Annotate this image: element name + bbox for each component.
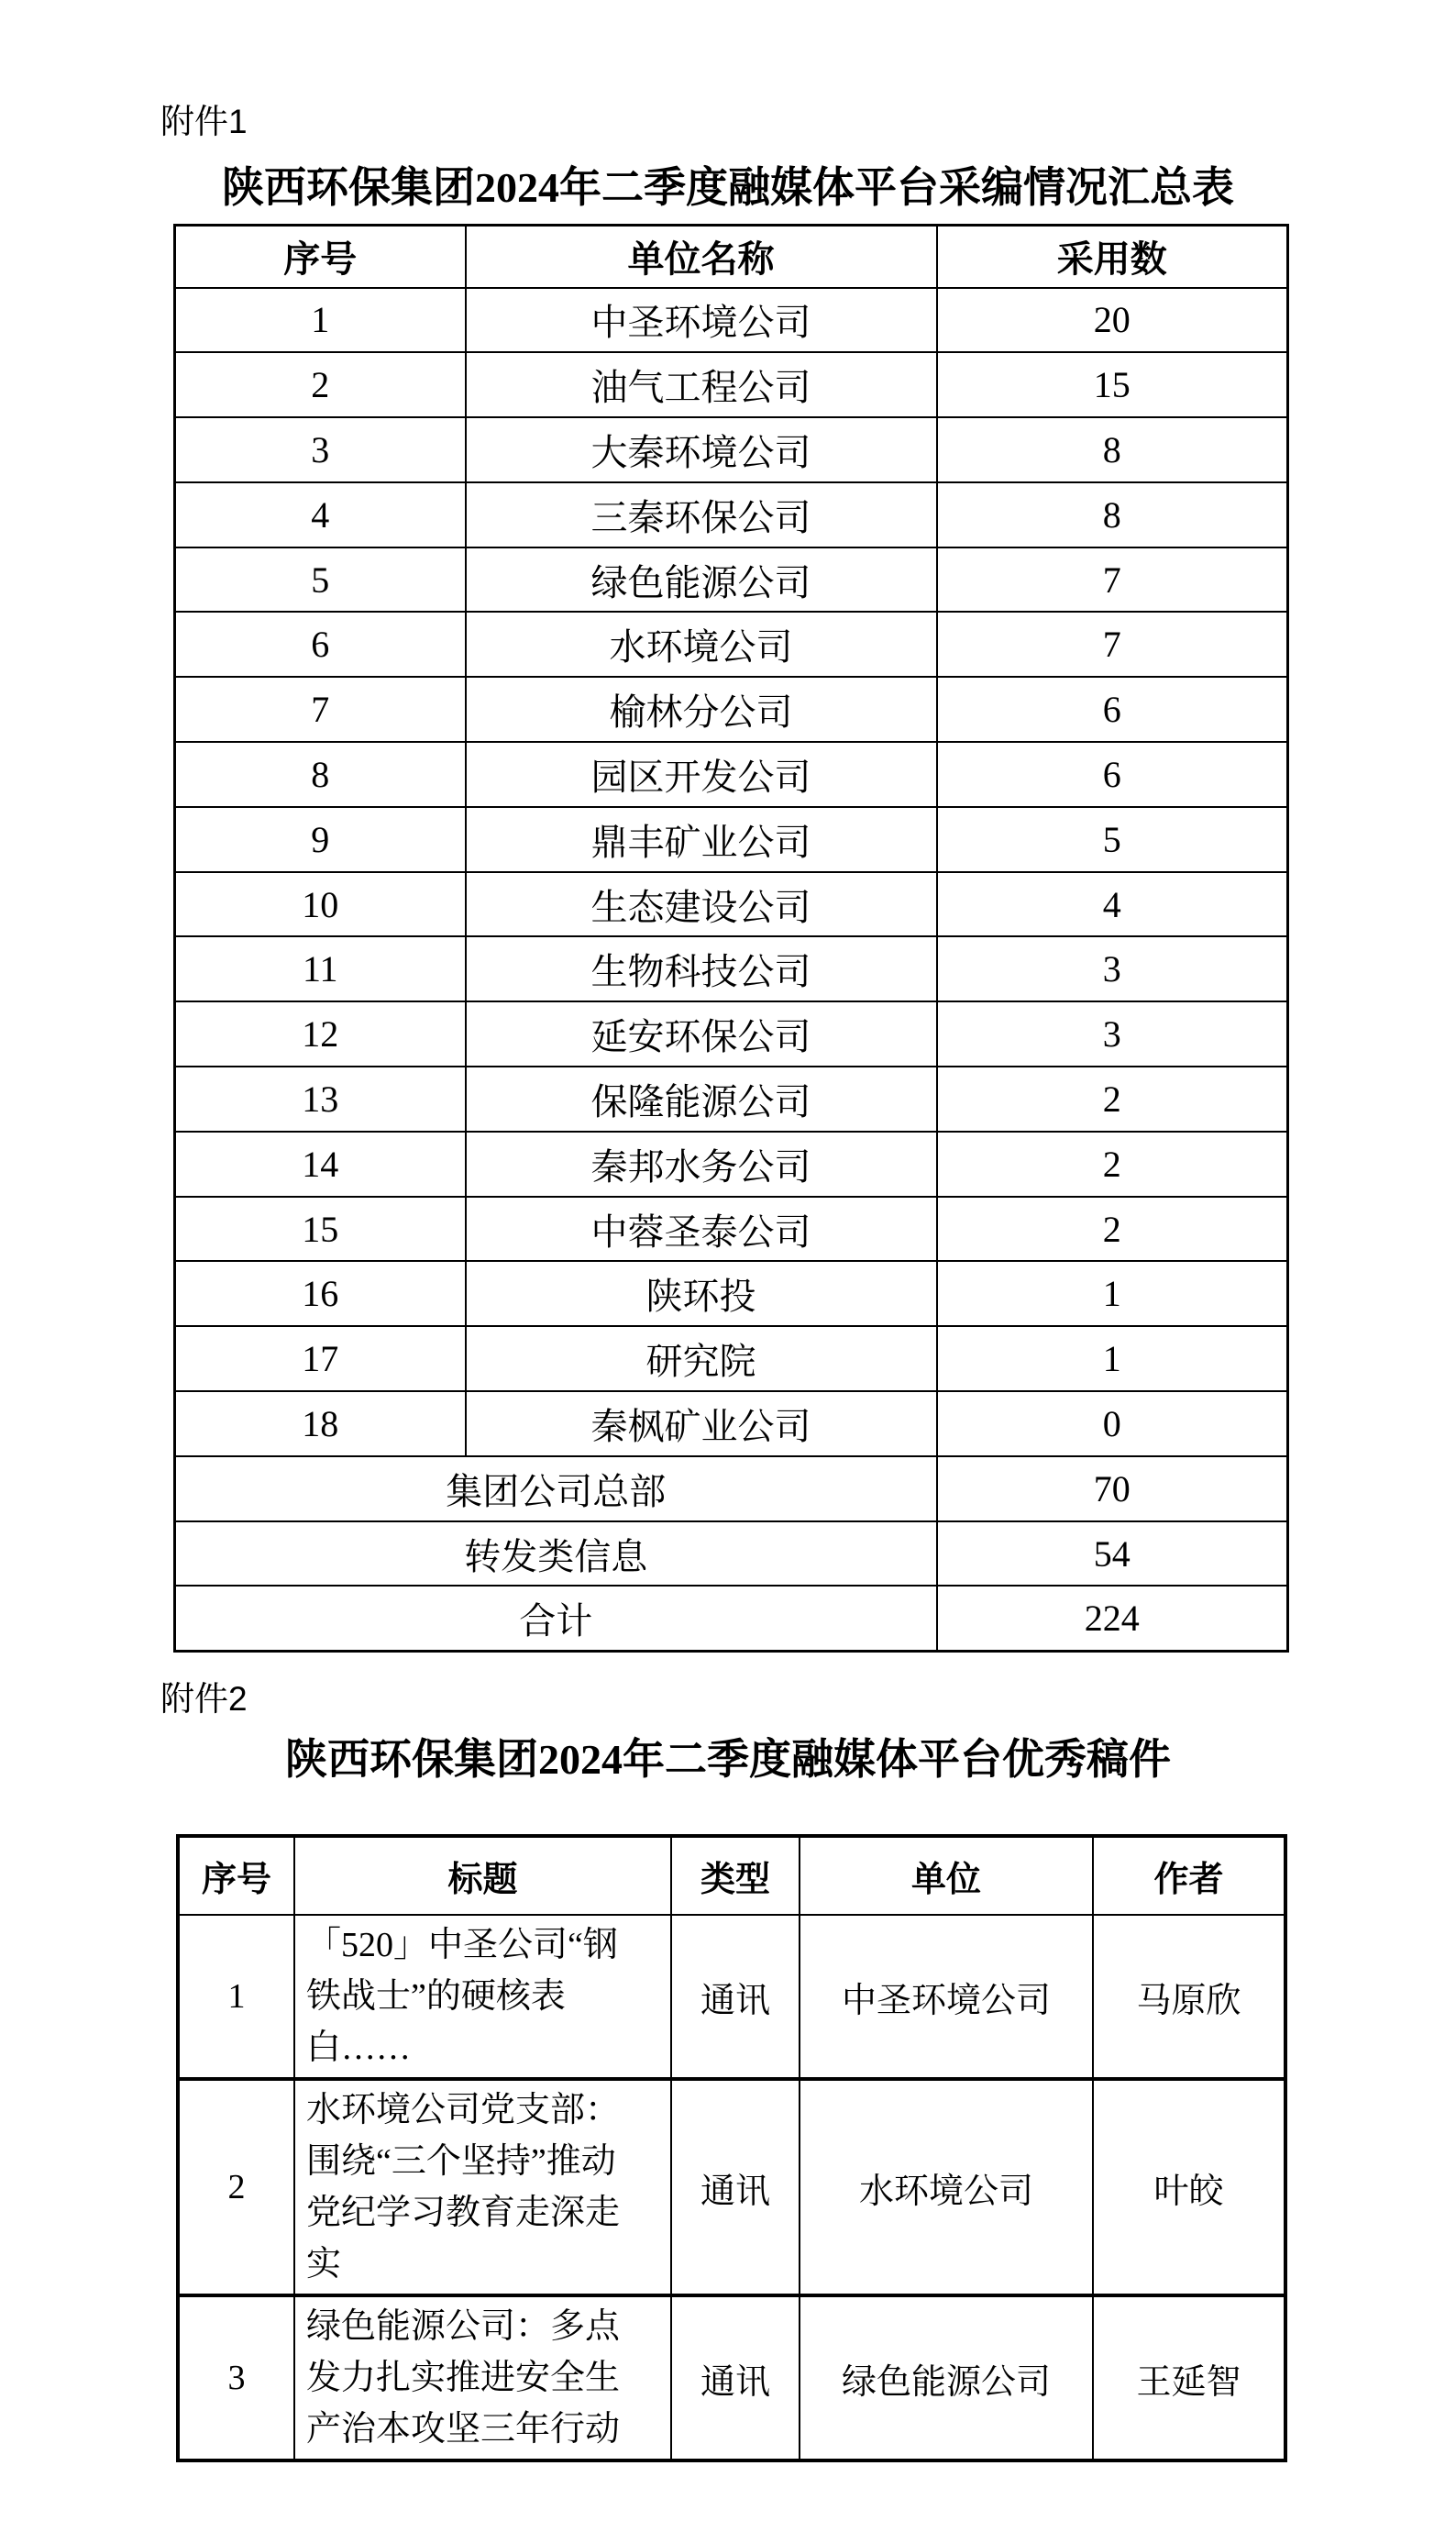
summary-label-cell: 合计 (175, 1586, 937, 1651)
table-row (175, 1067, 1288, 1132)
cell-title: 「520」中圣公司“钢铁战士”的硬核表白…… (294, 1915, 671, 2079)
cell-no: 10 (175, 872, 466, 937)
summary-count-cell: 224 (937, 1586, 1288, 1651)
summary-row (175, 1521, 1288, 1587)
cell-unit: 生态建设公司 (466, 872, 937, 937)
table1-header-row (175, 226, 1288, 288)
cell-no: 7 (175, 677, 466, 742)
cell-count: 20 (937, 288, 1288, 353)
cell-no: 12 (175, 1001, 466, 1067)
table-row (175, 288, 1288, 353)
header-cell-count: 采用数 (937, 226, 1288, 288)
cell-title: 水环境公司党支部：围绕“三个坚持”推动党纪学习教育走深走实 (294, 2079, 671, 2295)
summary-count-cell: 54 (937, 1521, 1288, 1587)
table-row (175, 352, 1288, 417)
table-row (175, 1001, 1288, 1067)
cell-unit: 中圣环境公司 (800, 1915, 1093, 2079)
table-row (175, 807, 1288, 872)
cell-no: 3 (178, 2295, 294, 2460)
table2-body (178, 1915, 1285, 2460)
attachment2-label: 附件2 (160, 1680, 248, 1718)
table-row (178, 2295, 1285, 2460)
cell-unit: 水环境公司 (466, 612, 937, 677)
cell-unit: 水环境公司 (800, 2079, 1093, 2295)
cell-unit: 保隆能源公司 (466, 1067, 937, 1132)
cell-count: 7 (937, 547, 1288, 613)
cell-unit: 绿色能源公司 (800, 2295, 1093, 2460)
summary-row (175, 1586, 1288, 1651)
attachment1-label: 附件1 (160, 103, 248, 140)
table-row (178, 1836, 1285, 1915)
cell-type: 通讯 (671, 2295, 800, 2460)
header-cell-no: 序号 (178, 1836, 294, 1915)
cell-author: 王延智 (1093, 2295, 1285, 2460)
cell-unit: 三秦环保公司 (466, 482, 937, 547)
cell-no: 17 (175, 1326, 466, 1391)
cell-count: 2 (937, 1197, 1288, 1262)
cell-count: 8 (937, 417, 1288, 482)
table-row (175, 612, 1288, 677)
table-row (175, 547, 1288, 613)
table-row (175, 1261, 1288, 1326)
cell-no: 9 (175, 807, 466, 872)
header-cell-author: 作者 (1093, 1836, 1285, 1915)
table-row (178, 1915, 1285, 2079)
cell-count: 1 (937, 1261, 1288, 1326)
cell-unit: 研究院 (466, 1326, 937, 1391)
cell-unit: 秦邦水务公司 (466, 1132, 937, 1197)
table-row (175, 936, 1288, 1001)
cell-no: 2 (178, 2079, 294, 2295)
cell-count: 2 (937, 1067, 1288, 1132)
cell-unit: 秦枫矿业公司 (466, 1391, 937, 1456)
cell-count: 3 (937, 936, 1288, 1001)
header-cell-title: 标题 (294, 1836, 671, 1915)
cell-count: 15 (937, 352, 1288, 417)
cell-no: 11 (175, 936, 466, 1001)
cell-count: 6 (937, 677, 1288, 742)
adoption-summary-table (173, 224, 1289, 1653)
cell-no: 16 (175, 1261, 466, 1326)
cell-no: 15 (175, 1197, 466, 1262)
cell-unit: 园区开发公司 (466, 742, 937, 807)
table-row (175, 742, 1288, 807)
table1-body (175, 288, 1288, 1652)
cell-unit: 中蓉圣泰公司 (466, 1197, 937, 1262)
summary-row (175, 1456, 1288, 1521)
cell-no: 13 (175, 1067, 466, 1132)
cell-no: 14 (175, 1132, 466, 1197)
excellent-articles-table (176, 1834, 1287, 2462)
table-row (175, 1132, 1288, 1197)
cell-count: 1 (937, 1326, 1288, 1391)
table-row (175, 677, 1288, 742)
cell-unit: 大秦环境公司 (466, 417, 937, 482)
table-row (178, 2079, 1285, 2295)
table-row (175, 482, 1288, 547)
cell-count: 6 (937, 742, 1288, 807)
cell-title: 绿色能源公司：多点发力扎实推进安全生产治本攻坚三年行动 (294, 2295, 671, 2460)
cell-no: 1 (178, 1915, 294, 2079)
summary-count-cell: 70 (937, 1456, 1288, 1521)
cell-unit: 绿色能源公司 (466, 547, 937, 613)
table-row (175, 1326, 1288, 1391)
cell-no: 2 (175, 352, 466, 417)
cell-unit: 延安环保公司 (466, 1001, 937, 1067)
header-cell-type: 类型 (671, 1836, 800, 1915)
cell-count: 7 (937, 612, 1288, 677)
cell-no: 8 (175, 742, 466, 807)
cell-no: 3 (175, 417, 466, 482)
table-row (175, 1391, 1288, 1456)
cell-no: 1 (175, 288, 466, 353)
cell-count: 3 (937, 1001, 1288, 1067)
cell-unit: 榆林分公司 (466, 677, 937, 742)
table2-header-row (178, 1836, 1285, 1915)
cell-type: 通讯 (671, 2079, 800, 2295)
cell-unit: 生物科技公司 (466, 936, 937, 1001)
cell-author: 叶皎 (1093, 2079, 1285, 2295)
cell-no: 6 (175, 612, 466, 677)
cell-unit: 鼎丰矿业公司 (466, 807, 937, 872)
cell-unit: 陕环投 (466, 1261, 937, 1326)
cell-count: 0 (937, 1391, 1288, 1456)
cell-no: 5 (175, 547, 466, 613)
table-row (175, 1197, 1288, 1262)
table2-title: 陕西环保集团2024年二季度融媒体平台优秀稿件 (285, 1736, 1171, 1783)
cell-unit: 油气工程公司 (466, 352, 937, 417)
cell-count: 8 (937, 482, 1288, 547)
table-row (175, 226, 1288, 288)
summary-label-cell: 集团公司总部 (175, 1456, 937, 1521)
summary-label-cell: 转发类信息 (175, 1521, 937, 1587)
table1-title: 陕西环保集团2024年二季度融媒体平台采编情况汇总表 (222, 164, 1234, 211)
header-cell-no: 序号 (175, 226, 466, 288)
cell-no: 4 (175, 482, 466, 547)
cell-no: 18 (175, 1391, 466, 1456)
cell-unit: 中圣环境公司 (466, 288, 937, 353)
cell-type: 通讯 (671, 1915, 800, 2079)
cell-author: 马原欣 (1093, 1915, 1285, 2079)
cell-count: 5 (937, 807, 1288, 872)
table-row (175, 417, 1288, 482)
cell-count: 2 (937, 1132, 1288, 1197)
header-cell-unit: 单位 (800, 1836, 1093, 1915)
header-cell-unit: 单位名称 (466, 226, 937, 288)
cell-count: 4 (937, 872, 1288, 937)
table-row (175, 872, 1288, 937)
